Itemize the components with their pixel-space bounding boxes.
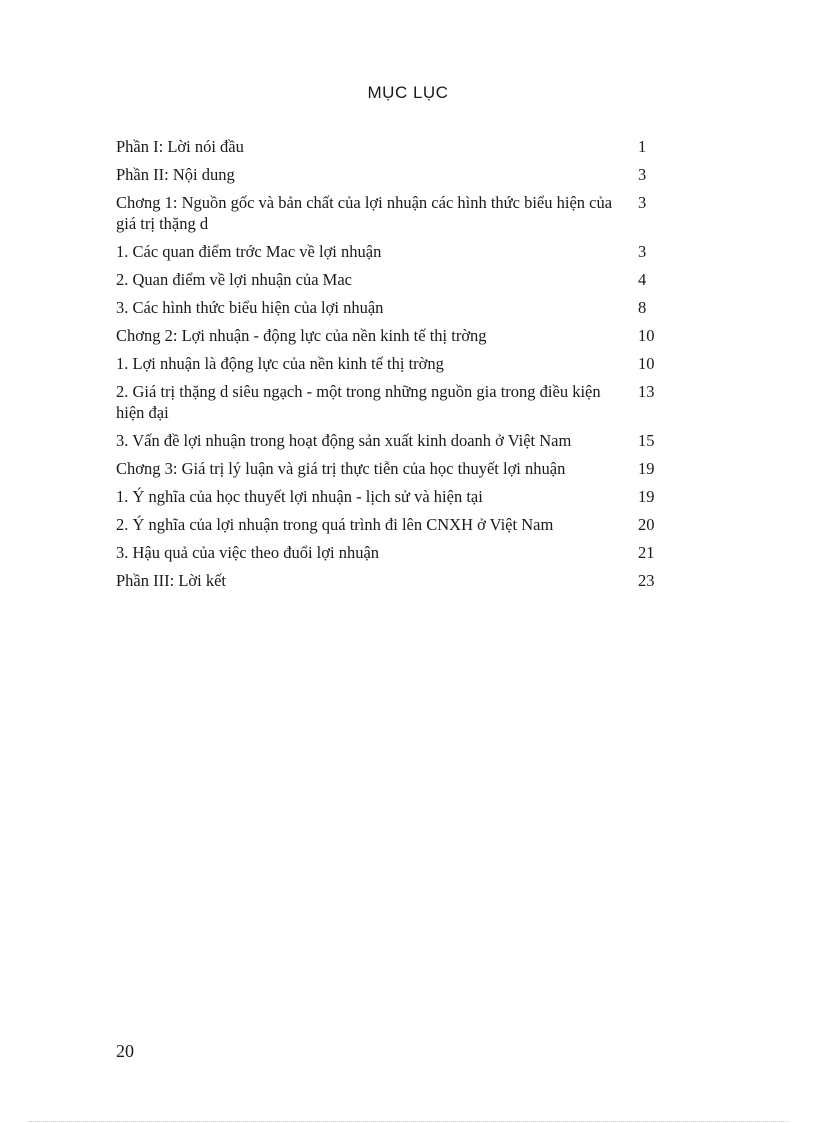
toc-entry [116,192,661,234]
toc-entry [116,570,661,591]
toc-entry-text: 2. Ý nghĩa của lợi nhuận trong quá trình đi lên CNXH ở Việt Nam [116,515,554,534]
toc-entry-page: 3 [638,165,647,184]
toc-entry-text: Phần II: Nội dung [116,165,235,184]
toc-entry-page: 20 [638,515,655,534]
toc-entry-text: 1. Lợi nhuận là động lực của nền kinh tế thị trờng [116,354,444,373]
toc-entry-page: 8 [638,298,647,317]
toc-entry [116,430,661,451]
toc-entry [116,325,661,346]
toc-entry-text: 3. Hậu quả của việc theo đuổi lợi nhuận [116,543,380,562]
toc-entry-text: Chơng 3: Giá trị lý luận và giá trị thực tiễn của học thuyết lợi nhuận [116,459,566,478]
toc-entry-page: 15 [638,431,655,450]
toc-entry-page: 19 [638,487,655,506]
toc-entry-page: 3 [638,242,647,261]
toc-entry-text: 3. Các hình thức biểu hiện của lợi nhuận [116,298,384,317]
toc-entry-text: Phần I: Lời nói đầu [116,137,244,156]
toc-entry-page: 10 [638,354,655,373]
toc-entry [116,514,661,535]
toc-entry-text: 2. Quan điểm về lợi nhuận của Mac [116,270,352,289]
toc-entry-page: 13 [638,382,655,401]
toc-entry-text: 1. Các quan điểm trớc Mac về lợi nhuận [116,242,382,261]
toc-entry-text: 1. Ý nghĩa của học thuyết lợi nhuận - lịch sử và hiện tại [116,487,483,506]
toc-entry-text: Chơng 2: Lợi nhuận - động lực của nền kinh tế thị trờng [116,326,487,345]
bottom-divider [28,1121,788,1122]
toc-entry-text: Phần III: Lời kết [116,571,226,590]
page-number: 20 [116,1041,134,1061]
table-of-contents [116,136,661,598]
toc-entry-page: 10 [638,326,655,345]
toc-entry [116,297,661,318]
toc-entry-text: 2. Giá trị thặng d siêu ngạch - một trong những nguồn gia trong điều kiện hiện đại [116,382,601,422]
toc-entry [116,542,661,563]
toc-entry [116,458,661,479]
toc-entry [116,269,661,290]
toc-entry-page: 3 [638,193,647,212]
page-title: MỤC LỤC [367,83,449,102]
toc-entry-page: 23 [638,571,655,590]
toc-entry-page: 21 [638,543,655,562]
toc-entry [116,164,661,185]
toc-entry [116,136,661,157]
toc-entry [116,486,661,507]
toc-entry-text: Chơng 1: Nguồn gốc và bản chất của lợi nhuận các hình thức biểu hiện của giá trị thặng d [116,193,613,233]
toc-entry-page: 4 [638,270,647,289]
toc-entry [116,353,661,374]
toc-entry-text: 3. Vấn đề lợi nhuận trong hoạt động sản xuất kinh doanh ở Việt Nam [116,431,572,450]
toc-entry [116,241,661,262]
toc-entry-page: 19 [638,459,655,478]
toc-entry-page: 1 [638,137,647,156]
toc-entry [116,381,661,423]
